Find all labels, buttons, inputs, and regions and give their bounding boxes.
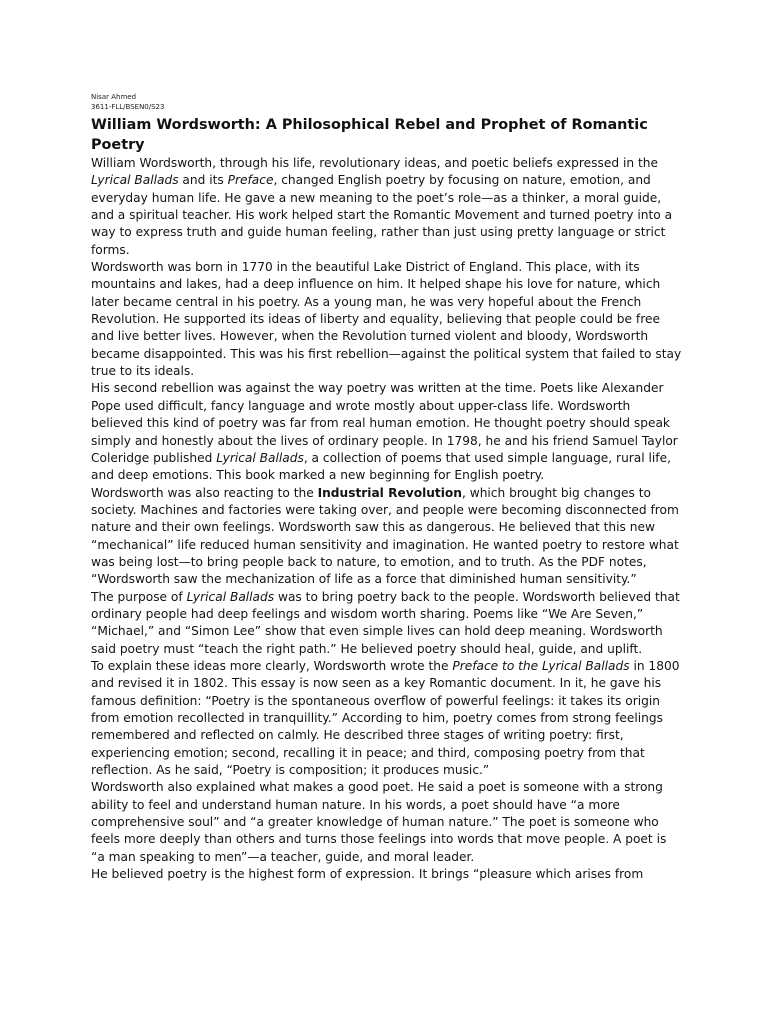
essay-body: [91, 155, 683, 883]
paragraph-4: Wordsworth was also reacting to the Industrial Revolution, which brought big changes to society. Machines and factories were taking over, and people were becoming disconnected from nature and their own feelings. Wordsworth saw this as dangerous. He believed that this new “mechanical” life reduced human sensitivity and imagination. He wanted poetry to restore what was being lost—to bring people back to nature, to emotion, and to truth. As the PDF notes, “Wordsworth saw the mechanization of life as a force that diminished human sensitivity.”: [91, 485, 679, 587]
paragraph-7: Wordsworth also explained what makes a good poet. He said a poet is someone with a strong ability to feel and understand human nature. In his words, a poet should have “a more comprehensive soul” and “a greater knowledge of human nature.” The poet is someone who feels more deeply than others and turns those feelings into words that move people. A poet is “a man speaking to men”—a teacher, guide, and moral leader.: [91, 780, 667, 864]
document-page: [91, 92, 683, 883]
paragraph-8: He believed poetry is the highest form of expression. It brings “pleasure which arises from: [91, 867, 644, 882]
paragraph-3: His second rebellion was against the way poetry was written at the time. Poets like Alexander Pope used difficult, fancy language and wrote mostly about upper-class life. Wordsworth believed this kind of poetry was far from real human emotion. He thought poetry should speak simply and honestly about the lives of ordinary people. In 1798, he and his friend Samuel Taylor Coleridge published Lyrical Ballads, a collection of poems that used simple language, rural life, and deep emotions. This book marked a new beginning for English poetry.: [91, 381, 678, 483]
course-code: 3611-FLL/BSEN0/S23: [91, 103, 165, 111]
author-name: Nisar Ahmed: [91, 93, 137, 101]
paragraph-2: Wordsworth was born in 1770 in the beautiful Lake District of England. This place, with its mountains and lakes, had a deep influence on him. It helped shape his love for nature, which later became central in his poetry. As a young man, he was very hopeful about the French Revolution. He supported its ideas of liberty and equality, believing that people could be free and live better lives. However, when the Revolution turned violent and bloody, Wordsworth became disappointed. This was his first rebellion—against the political system that failed to stay true to its ideals.: [91, 260, 682, 379]
paragraph-5: The purpose of Lyrical Ballads was to bring poetry back to the people. Wordsworth believed that ordinary people had deep feelings and wisdom worth sharing. Poems like “We Are Seven,” “Michael,” and “Simon Lee” show that even simple lives can hold deep meaning. Wordsworth said poetry must “teach the right path.” He believed poetry should heal, guide, and uplift.: [91, 589, 680, 656]
paragraph-6: To explain these ideas more clearly, Wordsworth wrote the Preface to the Lyrical Ballads in 1800 and revised it in 1802. This essay is now seen as a key Romantic document. In it, he gave his famous definition: “Poetry is the spontaneous overflow of powerful feelings: it takes its origin from emotion recollected in tranquillity.” According to him, poetry comes from strong feelings remembered and reflected on calmly. He described three stages of writing poetry: first, experiencing emotion; second, recalling it in peace; and third, composing poetry from that reflection. As he said, “Poetry is composition; it produces music.”: [91, 658, 680, 778]
paragraph-1: William Wordsworth, through his life, revolutionary ideas, and poetic beliefs expressed in the Lyrical Ballads and its Preface, changed English poetry by focusing on nature, emotion, and everyday human life. He gave a new meaning to the poet’s role—as a thinker, a moral guide, and a spiritual teacher. His work helped start the Romantic Movement and turned poetry into a way to express truth and guide human feeling, rather than just using pretty language or strict forms.: [91, 156, 673, 257]
essay-title: William Wordsworth: A Philosophical Rebel and Prophet of Romantic Poetry: [91, 117, 648, 153]
